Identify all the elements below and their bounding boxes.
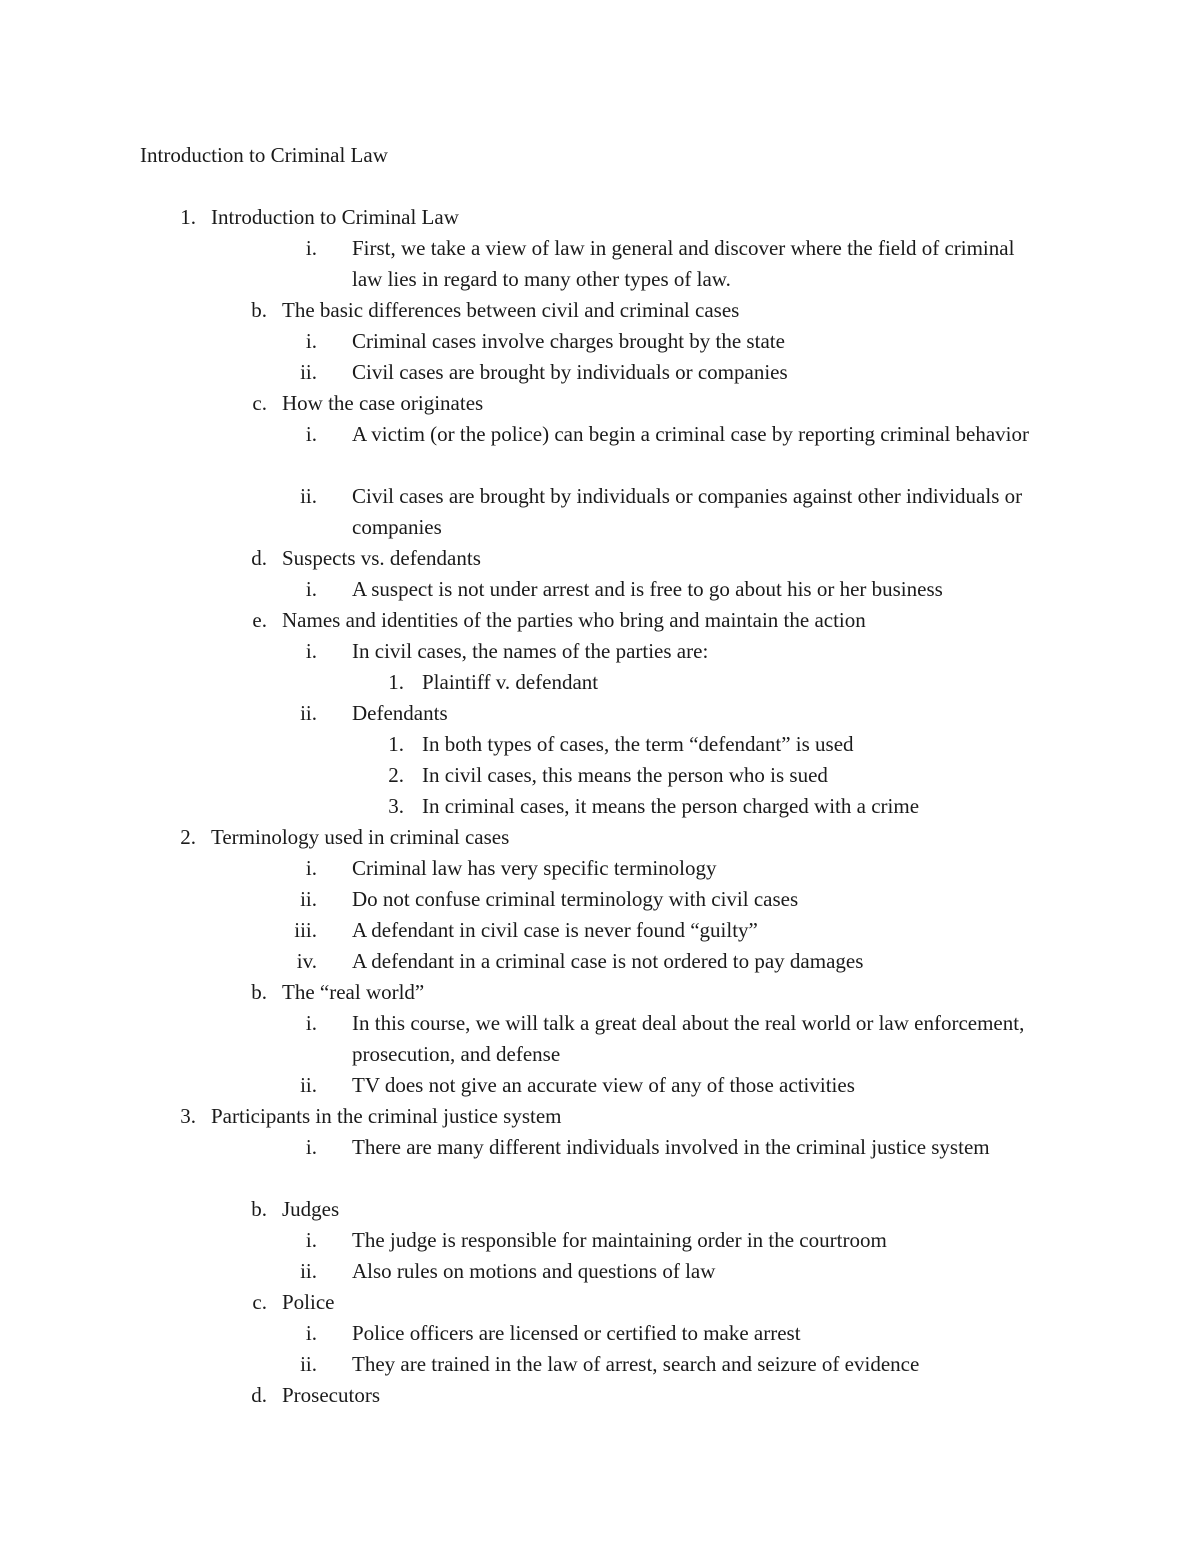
- outline-text: In both types of cases, the term “defendant” is used: [422, 732, 854, 756]
- outline-item-level-1: [0, 202, 1200, 233]
- outline-item-level-2: [0, 1380, 1200, 1411]
- outline-text: The basic differences between civil and criminal cases: [282, 298, 740, 322]
- outline-marker: iii.: [294, 918, 317, 942]
- outline-text: Also rules on motions and questions of law: [352, 1259, 716, 1283]
- outline-item-level-4: [0, 791, 1200, 822]
- outline-list: [0, 202, 1200, 1411]
- outline-marker: ii.: [300, 360, 317, 384]
- outline-marker: b.: [251, 298, 267, 322]
- outline-marker: i.: [305, 1011, 317, 1035]
- outline-item-level-3: [0, 1132, 1200, 1194]
- outline-item-level-2: [0, 388, 1200, 419]
- outline-item-level-2: [0, 605, 1200, 636]
- outline-item-level-3: [0, 574, 1200, 605]
- outline-text: In criminal cases, it means the person charged with a crime: [422, 794, 920, 818]
- outline-item-level-3: [0, 1349, 1200, 1380]
- outline-item-level-1: [0, 1101, 1200, 1132]
- outline-item-level-3: [0, 884, 1200, 915]
- outline-marker: 1.: [388, 732, 404, 756]
- outline-marker: i.: [305, 639, 317, 663]
- outline-item-level-3: [0, 915, 1200, 946]
- outline-item-level-2: [0, 1287, 1200, 1318]
- outline-item-level-3: [0, 853, 1200, 884]
- outline-item-level-1: [0, 822, 1200, 853]
- outline-text: TV does not give an accurate view of any of those activities: [352, 1073, 855, 1097]
- outline-item-level-3: [0, 357, 1200, 388]
- outline-text: Prosecutors: [282, 1383, 380, 1407]
- outline-marker: c.: [252, 391, 267, 415]
- outline-text: In civil cases, this means the person who is sued: [422, 763, 828, 787]
- outline-marker: ii.: [300, 1259, 317, 1283]
- outline-text: The “real world”: [282, 980, 425, 1004]
- outline-marker: ii.: [300, 484, 317, 508]
- outline-marker: ii.: [300, 701, 317, 725]
- outline-text: Defendants: [352, 701, 448, 725]
- outline-text: Criminal law has very specific terminology: [352, 856, 717, 880]
- outline-text: Names and identities of the parties who bring and maintain the action: [282, 608, 866, 632]
- outline-marker: ii.: [300, 1073, 317, 1097]
- outline-marker: b.: [251, 1197, 267, 1221]
- outline-text: A defendant in civil case is never found “guilty”: [352, 918, 758, 942]
- outline-text: A defendant in a criminal case is not ordered to pay damages: [352, 949, 864, 973]
- outline-text: Judges: [282, 1197, 340, 1221]
- outline-marker: i.: [305, 1135, 317, 1159]
- outline-text: A victim (or the police) can begin a criminal case by reporting criminal behavior: [352, 422, 1030, 446]
- outline-marker: 3.: [180, 1104, 196, 1128]
- outline-item-level-3: [0, 1008, 1200, 1070]
- outline-text: There are many different individuals involved in the criminal justice system: [352, 1135, 990, 1159]
- outline-text: Criminal cases involve charges brought by the state: [352, 329, 785, 353]
- outline-text: First, we take a view of law in general and discover where the field of criminal law lies in regard to many other types of law.: [352, 236, 1015, 291]
- outline-marker: i.: [305, 1228, 317, 1252]
- outline-text: Police: [282, 1290, 335, 1314]
- outline-marker: d.: [251, 546, 267, 570]
- outline-marker: i.: [305, 1321, 317, 1345]
- outline-text: Do not confuse criminal terminology with civil cases: [352, 887, 799, 911]
- outline-marker: i.: [305, 422, 317, 446]
- outline-item-level-4: [0, 667, 1200, 698]
- outline-item-level-2: [0, 543, 1200, 574]
- outline-marker: ii.: [300, 887, 317, 911]
- outline-text: Participants in the criminal justice system: [211, 1104, 562, 1128]
- outline-item-level-2: [0, 1194, 1200, 1225]
- outline-text: In this course, we will talk a great deal about the real world or law enforcement, prosecution, and defense: [352, 1011, 1025, 1066]
- outline-item-level-3: [0, 1070, 1200, 1101]
- outline-item-level-3: [0, 636, 1200, 667]
- outline-marker: 1.: [180, 205, 196, 229]
- outline-item-level-3: [0, 1318, 1200, 1349]
- outline-marker: i.: [305, 856, 317, 880]
- outline-marker: iv.: [296, 949, 317, 973]
- outline-text: In civil cases, the names of the parties are:: [352, 639, 709, 663]
- outline-item-level-3: [0, 1225, 1200, 1256]
- outline-item-level-4: [0, 760, 1200, 791]
- document-title: Introduction to Criminal Law: [140, 143, 388, 167]
- outline-text: They are trained in the law of arrest, search and seizure of evidence: [352, 1352, 920, 1376]
- outline-marker: i.: [305, 236, 317, 260]
- outline-marker: e.: [252, 608, 267, 632]
- outline-text: Civil cases are brought by individuals or companies: [352, 360, 788, 384]
- outline-item-level-3: [0, 946, 1200, 977]
- outline-item-level-3: [0, 1256, 1200, 1287]
- outline-text: Suspects vs. defendants: [282, 546, 481, 570]
- outline-marker: b.: [251, 980, 267, 1004]
- outline-marker: 2.: [388, 763, 404, 787]
- outline-text: Terminology used in criminal cases: [211, 825, 510, 849]
- outline-item-level-2: [0, 295, 1200, 326]
- outline-item-level-3: [0, 233, 1200, 295]
- outline-marker: 3.: [388, 794, 404, 818]
- outline-item-level-3: [0, 481, 1200, 543]
- outline-marker: c.: [252, 1290, 267, 1314]
- outline-text: Introduction to Criminal Law: [211, 205, 459, 229]
- outline-item-level-3: [0, 698, 1200, 729]
- outline-text: The judge is responsible for maintaining order in the courtroom: [352, 1228, 887, 1252]
- outline-text: How the case originates: [282, 391, 484, 415]
- outline-item-level-3: [0, 419, 1200, 481]
- outline-marker: d.: [251, 1383, 267, 1407]
- outline-text: Civil cases are brought by individuals or companies against other individuals or companies: [352, 484, 1023, 539]
- outline-text: A suspect is not under arrest and is free to go about his or her business: [352, 577, 943, 601]
- outline-marker: 2.: [180, 825, 196, 849]
- outline-marker: i.: [305, 577, 317, 601]
- outline-marker: i.: [305, 329, 317, 353]
- outline-text: Plaintiff v. defendant: [422, 670, 599, 694]
- outline-marker: ii.: [300, 1352, 317, 1376]
- outline-marker: 1.: [388, 670, 404, 694]
- outline-item-level-2: [0, 977, 1200, 1008]
- outline-text: Police officers are licensed or certified to make arrest: [352, 1321, 801, 1345]
- outline-item-level-3: [0, 326, 1200, 357]
- outline-item-level-4: [0, 729, 1200, 760]
